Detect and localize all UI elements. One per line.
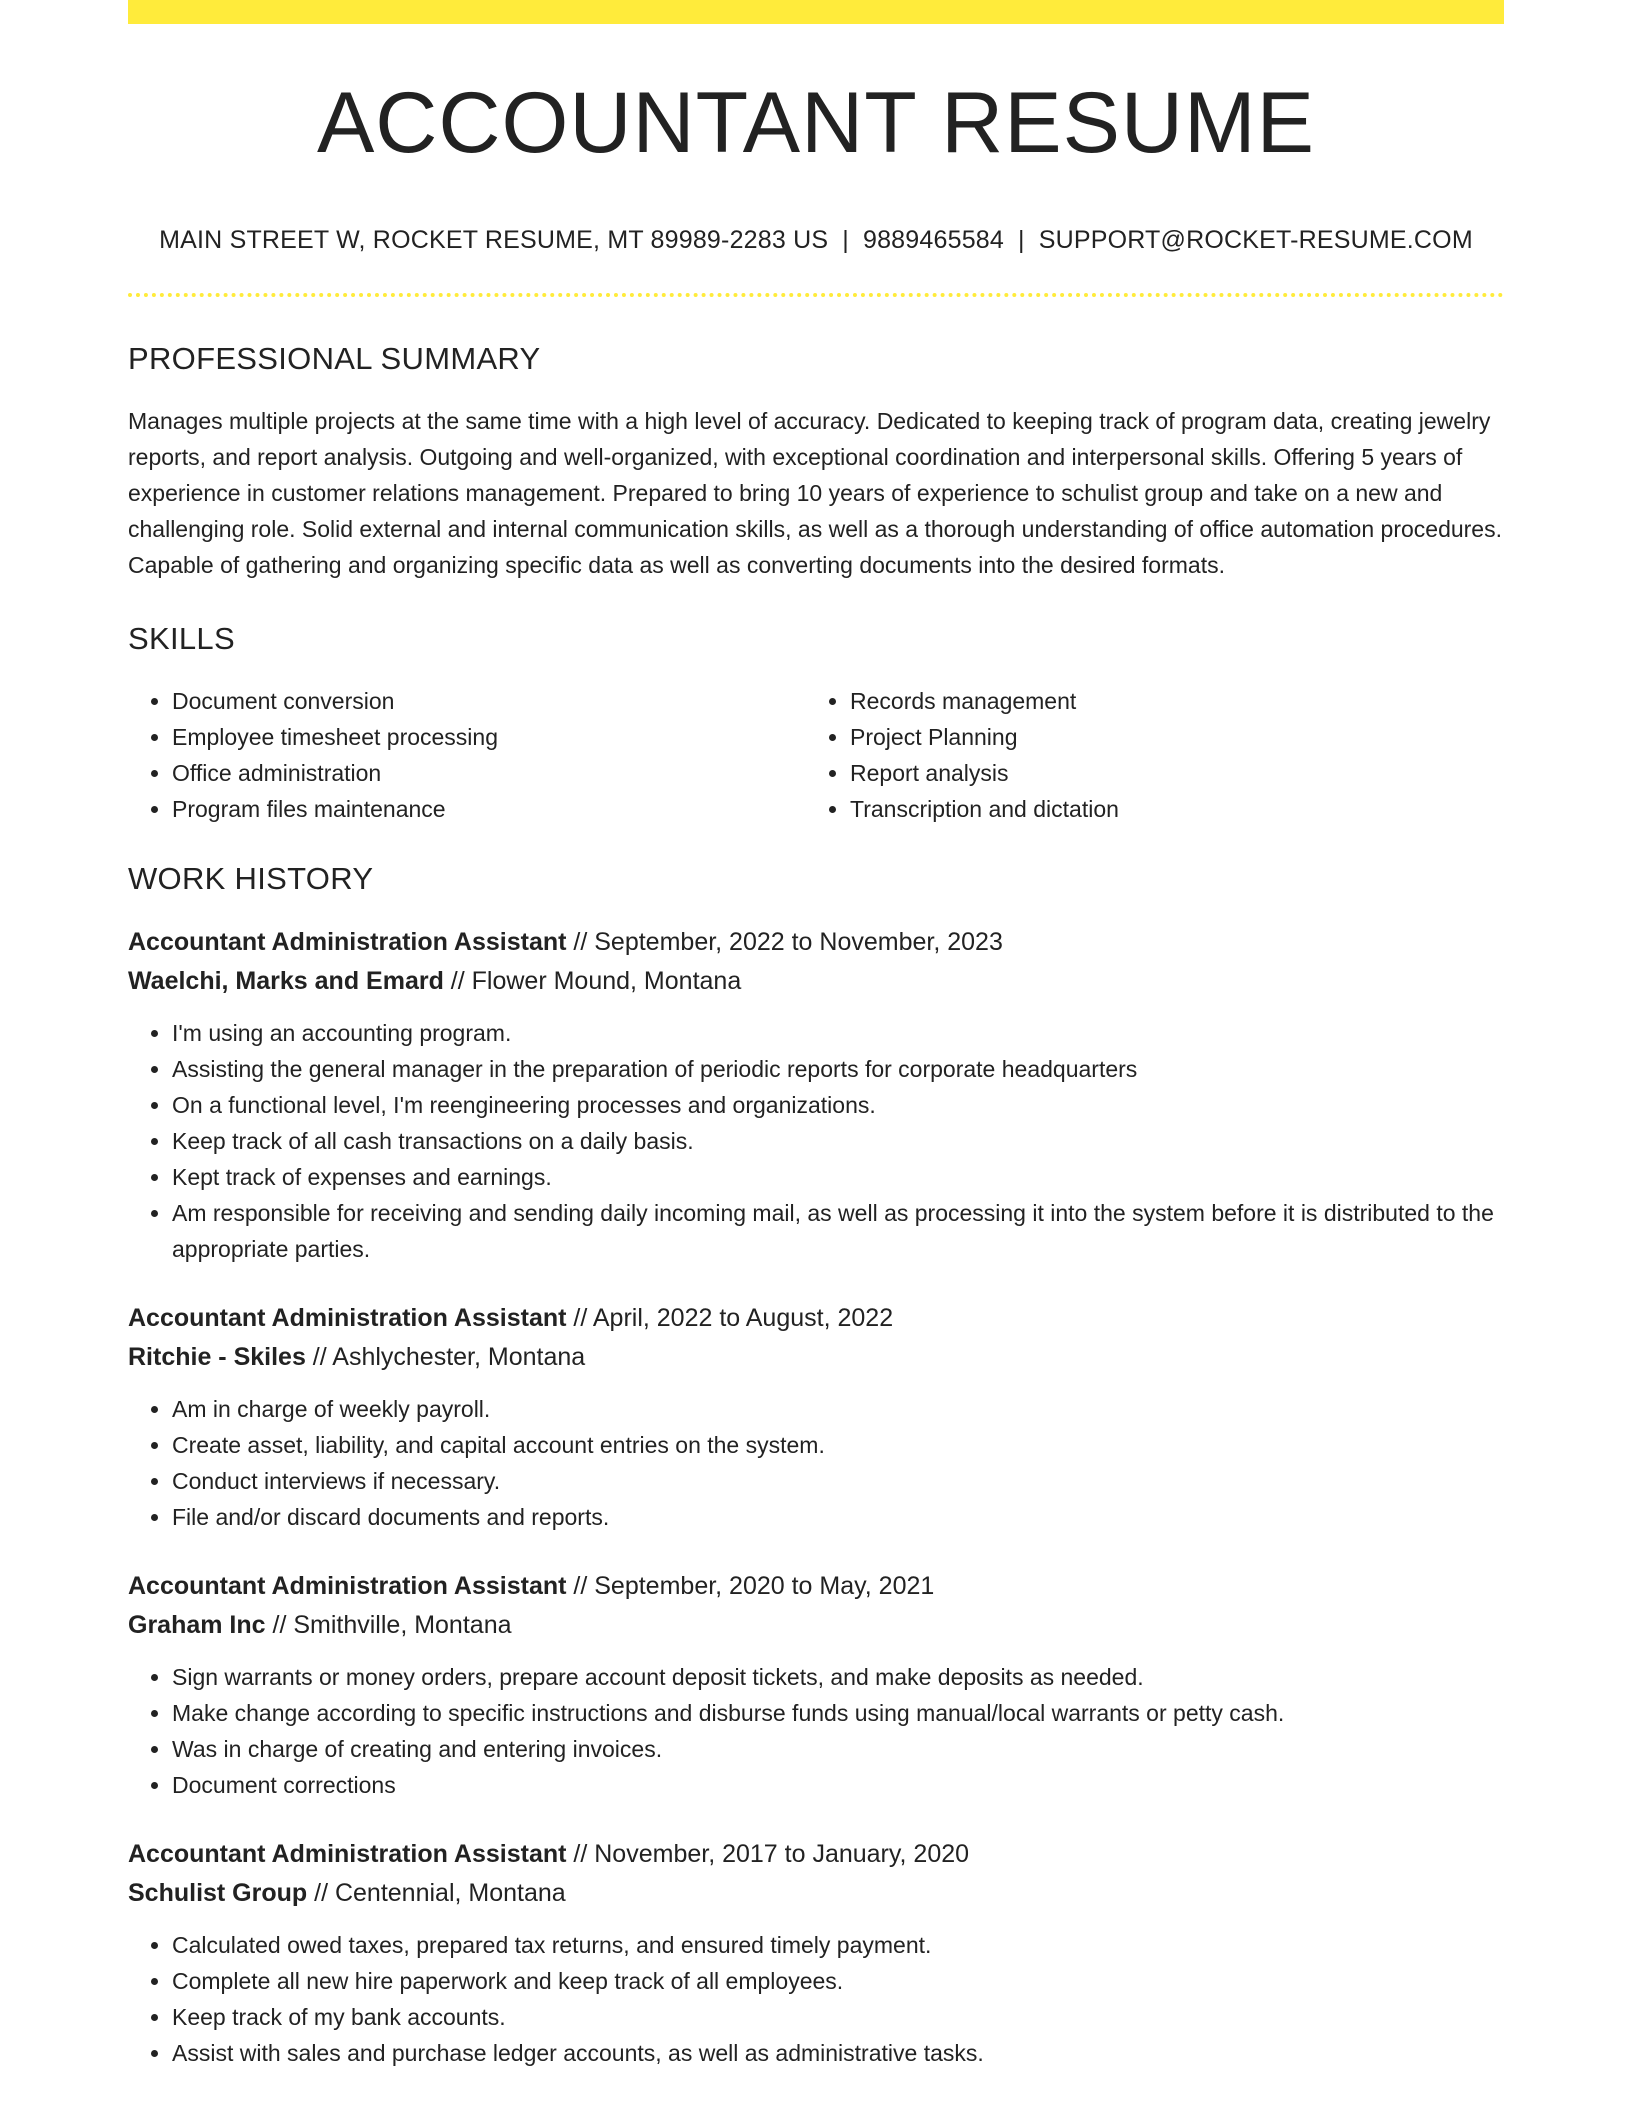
skill-item: • Transcription and dictation xyxy=(850,791,1504,827)
job-company-line xyxy=(128,1874,1504,1913)
job-bullet: • Sign warrants or money orders, prepare account deposit tickets, and make deposits as needed. xyxy=(172,1659,1504,1695)
job-title-line xyxy=(128,923,1504,962)
job-company: Ritchie - Skiles xyxy=(128,1343,306,1371)
job-bullet: • Am in charge of weekly payroll. xyxy=(172,1391,1504,1427)
job-bullets xyxy=(128,1927,1504,2071)
skills-column-left xyxy=(128,683,806,827)
job-location: // Smithville, Montana xyxy=(265,1611,512,1639)
job-entry xyxy=(128,923,1504,1267)
skill-item: • Project Planning xyxy=(850,719,1504,755)
job-entry xyxy=(128,1835,1504,2071)
accent-top-bar xyxy=(128,0,1504,24)
skill-item: • Document conversion xyxy=(172,683,806,719)
job-title-line xyxy=(128,1567,1504,1606)
job-bullet: • Calculated owed taxes, prepared tax returns, and ensured timely payment. xyxy=(172,1927,1504,1963)
job-bullets xyxy=(128,1015,1504,1267)
job-bullet: • Keep track of all cash transactions on a daily basis. xyxy=(172,1123,1504,1159)
job-bullet: • Assist with sales and purchase ledger accounts, as well as administrative tasks. xyxy=(172,2035,1504,2071)
skill-item: • Employee timesheet processing xyxy=(172,719,806,755)
job-role: Accountant Administration Assistant xyxy=(128,1840,567,1868)
contact-line xyxy=(128,226,1504,255)
job-dates: // September, 2022 to November, 2023 xyxy=(566,928,1003,956)
contact-separator: | xyxy=(842,226,849,254)
job-bullet: • Am responsible for receiving and sending daily incoming mail, as well as processing it into the system before it is distributed to the appropriate parties. xyxy=(172,1195,1504,1267)
job-dates: // April, 2022 to August, 2022 xyxy=(566,1304,894,1332)
contact-phone[interactable]: 9889465584 xyxy=(862,226,1005,254)
resume-title: ACCOUNTANT RESUME xyxy=(316,75,1316,171)
job-bullet: • On a functional level, I'm reengineering processes and organizations. xyxy=(172,1087,1504,1123)
work-history-heading: WORK HISTORY xyxy=(128,861,374,896)
job-bullets xyxy=(128,1391,1504,1535)
summary-heading: PROFESSIONAL SUMMARY xyxy=(128,341,541,376)
dotted-divider xyxy=(128,293,1504,297)
skill-item: • Program files maintenance xyxy=(172,791,806,827)
job-bullet: • Kept track of expenses and earnings. xyxy=(172,1159,1504,1195)
skills-heading: SKILLS xyxy=(128,621,235,656)
job-company-line xyxy=(128,1338,1504,1377)
job-company: Waelchi, Marks and Emard xyxy=(128,967,444,995)
job-bullet: • Conduct interviews if necessary. xyxy=(172,1463,1504,1499)
job-role: Accountant Administration Assistant xyxy=(128,1572,567,1600)
job-location: // Centennial, Montana xyxy=(307,1879,566,1907)
contact-email[interactable]: SUPPORT@ROCKET-RESUME.COM xyxy=(1038,226,1473,254)
job-bullet: • I'm using an accounting program. xyxy=(172,1015,1504,1051)
job-role: Accountant Administration Assistant xyxy=(128,928,567,956)
job-bullet: • Assisting the general manager in the preparation of periodic reports for corporate headquarters xyxy=(172,1051,1504,1087)
job-bullet: • Document corrections xyxy=(172,1767,1504,1803)
summary-text: Manages multiple projects at the same time with a high level of accuracy. Dedicated to keeping track of program data, creating jewelry reports, and report analysis. Outgoing and well-organized, with exceptional coordination and interpersonal skills. Offering 5 years of experience in customer relations management. Prepared to bring 10 years of experience to schulist group and take on a new and challenging role. Solid external and internal communication skills, as well as a thorough understanding of office automation procedures. Capable of gathering and organizing specific data as well as converting documents into the desired formats. xyxy=(128,408,1502,578)
skill-item: • Records management xyxy=(850,683,1504,719)
skill-item: • Report analysis xyxy=(850,755,1504,791)
contact-separator: | xyxy=(1018,226,1025,254)
job-bullet: • Make change according to specific instructions and disburse funds using manual/local warrants or petty cash. xyxy=(172,1695,1504,1731)
job-dates: // September, 2020 to May, 2021 xyxy=(566,1572,935,1600)
job-dates: // November, 2017 to January, 2020 xyxy=(566,1840,970,1868)
job-company: Schulist Group xyxy=(128,1879,308,1907)
job-bullet: • Create asset, liability, and capital account entries on the system. xyxy=(172,1427,1504,1463)
job-company: Graham Inc xyxy=(128,1611,266,1639)
job-bullet: • File and/or discard documents and reports. xyxy=(172,1499,1504,1535)
contact-address: MAIN STREET W, ROCKET RESUME, MT 89989-2283 US xyxy=(159,226,829,254)
skills-column-right xyxy=(806,683,1504,827)
job-entry xyxy=(128,1299,1504,1535)
job-company-line xyxy=(128,1606,1504,1645)
resume-page xyxy=(128,0,1504,2071)
job-bullet: • Complete all new hire paperwork and keep track of all employees. xyxy=(172,1963,1504,1999)
skills-list xyxy=(128,683,1504,827)
job-company-line xyxy=(128,962,1504,1001)
job-title-line xyxy=(128,1299,1504,1338)
job-role: Accountant Administration Assistant xyxy=(128,1304,567,1332)
job-bullets xyxy=(128,1659,1504,1803)
job-location: // Ashlychester, Montana xyxy=(305,1343,586,1371)
job-entry xyxy=(128,1567,1504,1803)
job-title-line xyxy=(128,1835,1504,1874)
job-bullet: • Was in charge of creating and entering invoices. xyxy=(172,1731,1504,1767)
job-bullet: • Keep track of my bank accounts. xyxy=(172,1999,1504,2035)
job-location: // Flower Mound, Montana xyxy=(443,967,742,995)
skill-item: • Office administration xyxy=(172,755,806,791)
